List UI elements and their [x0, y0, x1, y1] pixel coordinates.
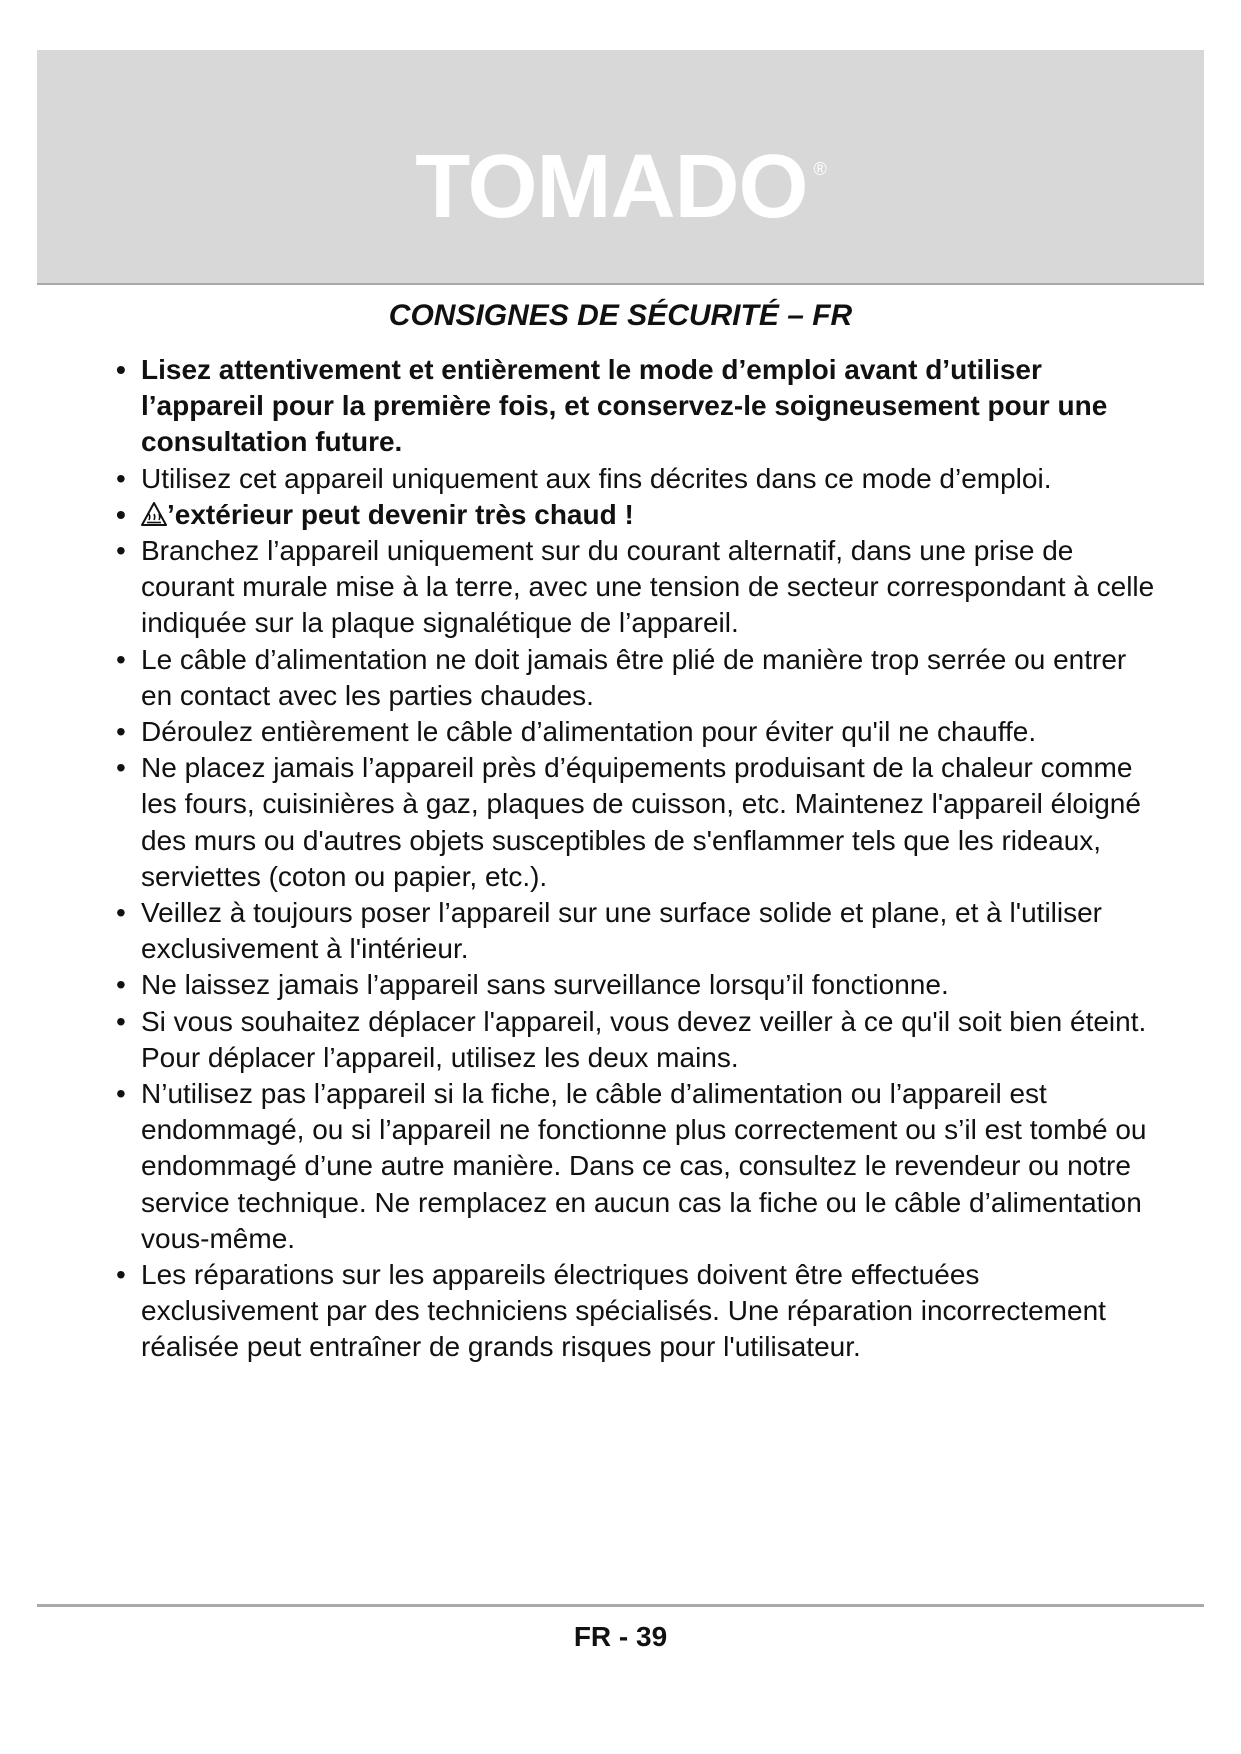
list-item: [116, 642, 1156, 714]
bullet: •: [116, 643, 126, 675]
list-item: [116, 1257, 1156, 1366]
list-item: [116, 497, 1156, 533]
list-item-text: Si vous souhaitez déplacer l'appareil, vous devez veiller à ce qu'il soit bien éteint. Pour déplacer l’appareil, utilisez les deux mains.: [141, 1005, 1147, 1073]
list-item-text: Utilisez cet appareil uniquement aux fins décrites dans ce mode d’emploi.: [141, 462, 1052, 494]
bullet: •: [116, 354, 126, 385]
list-item: [116, 533, 1156, 642]
page-number: FR - 39: [573, 1621, 668, 1652]
bullet: •: [116, 535, 126, 567]
list-item-text: Ne laissez jamais l’appareil sans surveillance lorsqu’il fonctionne.: [141, 969, 949, 1001]
rules-list: [116, 352, 1156, 1366]
list-item-text: Les réparations sur les appareils électriques doivent être effectuées exclusivement par des techniciens spécialisés. Une réparation incorrectement réalisée peut entraîner de grands risques pour l'utilisateur.: [141, 1259, 1106, 1363]
bullet: •: [116, 1078, 126, 1110]
list-item-text: Veillez à toujours poser l’appareil sur une surface solide et plane, et à l'utiliser exclusivement à l'intérieur.: [141, 897, 1102, 965]
bullet: •: [116, 716, 126, 748]
hot-surface-warning-icon: [141, 502, 167, 526]
bullet: •: [116, 897, 126, 929]
bullet: •: [116, 498, 126, 530]
header-band: [37, 50, 1204, 285]
list-item-text: Lisez attentivement et entièrement le mode d’emploi avant d’utiliser l’appareil pour la première fois, et conservez-le soigneusement pour une consultation future.: [141, 354, 1108, 458]
list-item: [116, 1004, 1156, 1076]
brand-name: TOMADO: [415, 137, 808, 237]
list-item-text: Ne placez jamais l’appareil près d’équipements produisant de la chaleur comme les fours, cuisinières à gaz, plaques de cuisson, etc. Maintenez l'appareil éloigné des murs ou d'autres objets susceptibles de s'enflammer tels que les rideaux, serviettes (coton ou papier, etc.).: [141, 752, 1141, 892]
list-item-text: Le câble d’alimentation ne doit jamais être plié de manière trop serrée ou entrer en contact avec les parties chaudes.: [141, 643, 1127, 711]
bullet: •: [116, 752, 126, 784]
bullet: •: [116, 462, 126, 494]
list-item: [116, 967, 1156, 1003]
bullet: •: [116, 1259, 126, 1291]
list-item-text: Branchez l’appareil uniquement sur du courant alternatif, dans une prise de courant murale mise à la terre, avec une tension de secteur correspondant à celle indiquée sur la plaque signalétique de l’appareil.: [141, 535, 1155, 639]
list-item: [116, 714, 1156, 750]
list-item: [116, 352, 1156, 461]
list-item: [116, 1076, 1156, 1257]
list-item: [116, 750, 1156, 895]
list-item: [116, 461, 1156, 497]
list-item-text: Déroulez entièrement le câble d’alimentation pour éviter qu'il ne chauffe.: [141, 716, 1037, 748]
footer-divider: [37, 1604, 1204, 1607]
brand-logo: [37, 137, 1204, 237]
list-item-text: ’extérieur peut devenir très chaud !: [167, 498, 634, 530]
registered-mark: ®: [813, 159, 826, 179]
bullet: •: [116, 1005, 126, 1037]
bullet: •: [116, 969, 126, 1001]
safety-instructions: [116, 352, 1156, 1366]
section-title: CONSIGNES DE SÉCURITÉ – FR: [388, 299, 853, 332]
list-item: [116, 895, 1156, 967]
list-item-text: N’utilisez pas l’appareil si la fiche, le câble d’alimentation ou l’appareil est endommagé, ou si l’appareil ne fonctionne plus correctement ou s’il est tombé ou endommagé d’une autre manière. Dans ce cas, consultez le revendeur ou notre service technique. Ne remplacez en aucun cas la fiche ou le câble d’alimentation vous-même.: [141, 1078, 1147, 1254]
